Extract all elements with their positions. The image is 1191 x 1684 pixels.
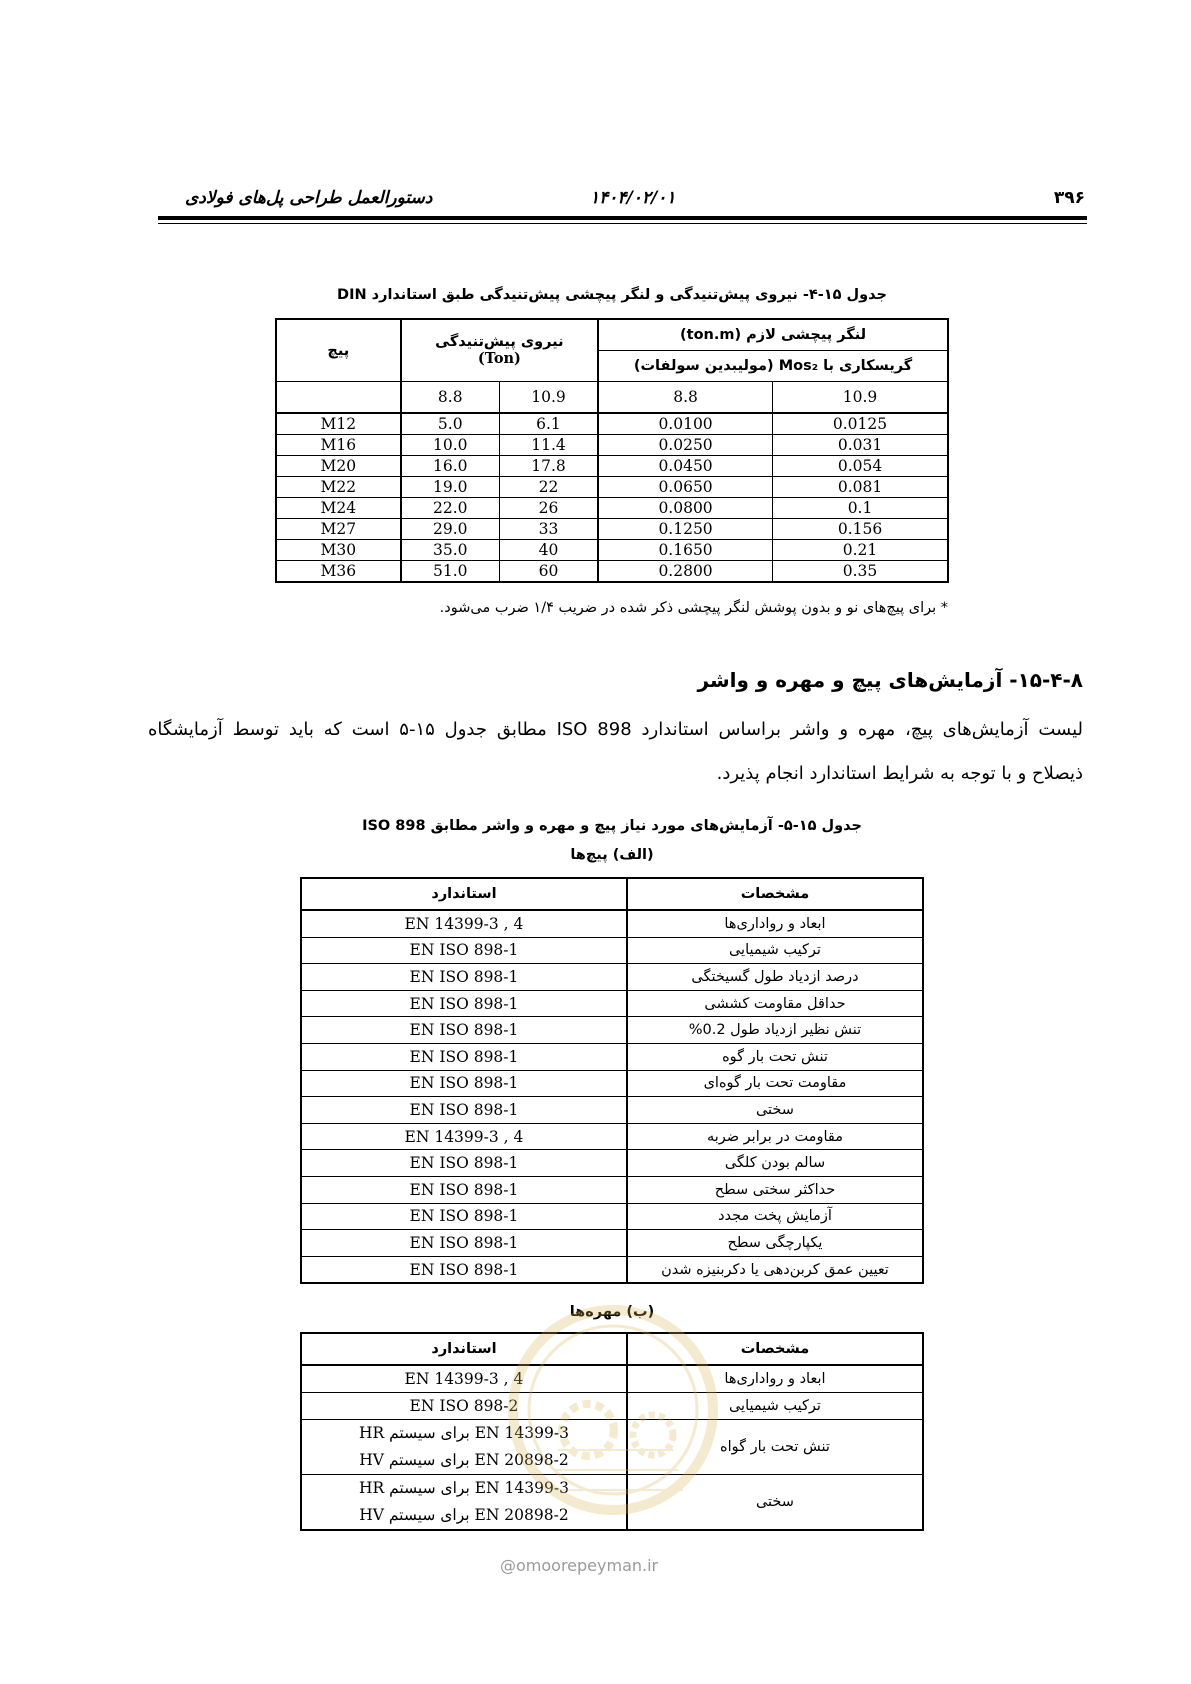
- spec-cell: تنش تحت بار گواه: [627, 1420, 923, 1475]
- torque-109: 0.054: [773, 456, 948, 477]
- torque-109: 0.21: [773, 540, 948, 561]
- standard-cell: EN ISO 898-1: [301, 1070, 627, 1097]
- grade-109-preload: 10.9: [499, 382, 598, 414]
- torque-109: 0.031: [773, 435, 948, 456]
- spec-cell: آزمایش پخت مجدد: [627, 1203, 923, 1230]
- standard-line: EN 20898-2 برای سیستم HV: [359, 1451, 569, 1469]
- bolt-size: M36: [276, 561, 401, 583]
- preload-109: 6.1: [499, 413, 598, 435]
- spec-cell: مقاومت تحت بار گوه‌ای: [627, 1070, 923, 1097]
- table-row: [276, 540, 948, 561]
- preload-88: 5.0: [401, 413, 500, 435]
- spec-cell: ابعاد و رواداری‌ها: [627, 1365, 923, 1393]
- table-row: [301, 1230, 923, 1257]
- spec-cell: حداقل مقاومت کششی: [627, 990, 923, 1017]
- standard-cell: EN ISO 898-1: [301, 964, 627, 991]
- standard-header: استاندارد: [301, 1333, 627, 1365]
- standard-cell: EN ISO 898-1: [301, 1150, 627, 1177]
- standard-cell: EN 14399-3 , 4: [301, 1123, 627, 1150]
- table-row: [301, 1256, 923, 1283]
- torque-109: 0.156: [773, 519, 948, 540]
- standard-cell: EN ISO 898-1: [301, 937, 627, 964]
- page-number: ۳۹۶: [1053, 188, 1085, 208]
- spec-header: مشخصات: [627, 1333, 923, 1365]
- table-row: [301, 1070, 923, 1097]
- standard-cell: EN ISO 898-1: [301, 1043, 627, 1070]
- table-row: [276, 413, 948, 435]
- preload-88: 10.0: [401, 435, 500, 456]
- header-date: ۱۴۰۴/۰۲/۰۱: [590, 188, 676, 208]
- bolt-size: M16: [276, 435, 401, 456]
- section-paragraph: [148, 708, 1083, 796]
- preload-88: 22.0: [401, 498, 500, 519]
- bolt-size: M24: [276, 498, 401, 519]
- preload-torque-table: [275, 318, 949, 583]
- preload-88: 16.0: [401, 456, 500, 477]
- preload-unit: (Ton): [477, 350, 521, 367]
- standard-line: EN 14399-3 برای سیستم HR: [358, 1479, 569, 1497]
- standard-cell: EN ISO 898-1: [301, 1097, 627, 1124]
- standard-header: استاندارد: [301, 878, 627, 910]
- standard-line: EN 14399-3 برای سیستم HR: [358, 1424, 569, 1442]
- book-title: دستورالعمل طراحی پل‌های فولادی: [185, 188, 433, 208]
- table3-subcaption: (ب) مهره‌ها: [569, 1304, 655, 1320]
- table-row: [301, 964, 923, 991]
- header-rule-thin: [158, 223, 1087, 224]
- table-row: [301, 910, 923, 937]
- table-row: [301, 990, 923, 1017]
- torque-88: 0.1250: [598, 519, 772, 540]
- preload-88: 29.0: [401, 519, 500, 540]
- table-row: [276, 456, 948, 477]
- bolt-size: M22: [276, 477, 401, 498]
- table-row: [276, 561, 948, 583]
- torque-88: 0.0650: [598, 477, 772, 498]
- torque-109: 0.35: [773, 561, 948, 583]
- spec-cell: تنش تحت بار گوه: [627, 1043, 923, 1070]
- table-row: [301, 1043, 923, 1070]
- spec-cell: تنش نظیر ازدیاد طول 0.2%: [627, 1017, 923, 1044]
- preload-header-cell: [401, 319, 598, 382]
- table-row: [301, 1097, 923, 1124]
- standard-cell: EN 14399-3 , 4: [301, 1365, 627, 1393]
- spec-cell: سختی: [627, 1097, 923, 1124]
- grade-88-torque: 8.8: [598, 382, 772, 414]
- torque-109: 0.0125: [773, 413, 948, 435]
- standard-cell: EN ISO 898-1: [301, 990, 627, 1017]
- standard-cell: EN 14399-3 , 4: [301, 910, 627, 937]
- table-row: [301, 1150, 923, 1177]
- page-header: [160, 188, 1085, 212]
- spec-cell: ابعاد و رواداری‌ها: [627, 910, 923, 937]
- bolt-header: پیچ: [276, 319, 401, 382]
- grade-88-preload: 8.8: [401, 382, 500, 414]
- torque-109: 0.081: [773, 477, 948, 498]
- bolt-tests-table: [300, 877, 924, 1284]
- preload-109: 17.8: [499, 456, 598, 477]
- torque-header: لنگر پیچشی لازم (ton.m): [598, 319, 948, 351]
- bolt-size: M12: [276, 413, 401, 435]
- spec-cell: یکپارچگی سطح: [627, 1230, 923, 1257]
- table-row: [301, 1203, 923, 1230]
- standard-cell: EN ISO 898-1: [301, 1017, 627, 1044]
- watermark-logo: [493, 1300, 733, 1530]
- table-row: [301, 937, 923, 964]
- table-row: [301, 1017, 923, 1044]
- table1-caption: جدول ۱۵-۴- نیروی پیش‌تنیدگی و لنگر پیچشی پیش‌تنیدگی طبق استاندارد DIN: [337, 287, 887, 303]
- standard-cell: EN ISO 898-2: [301, 1393, 627, 1420]
- torque-subheader: گریسکاری با Mos₂ (مولیبدین سولفات): [598, 351, 948, 382]
- preload-109: 33: [499, 519, 598, 540]
- preload-109: 40: [499, 540, 598, 561]
- standard-cell: EN ISO 898-1: [301, 1230, 627, 1257]
- bolt-size: M27: [276, 519, 401, 540]
- preload-88: 19.0: [401, 477, 500, 498]
- torque-88: 0.0100: [598, 413, 772, 435]
- table-row: [276, 477, 948, 498]
- grade-blank-cell: [276, 382, 401, 414]
- spec-cell: حداکثر سختی سطح: [627, 1176, 923, 1203]
- spec-cell: سختی: [627, 1475, 923, 1531]
- standard-cell: EN ISO 898-1: [301, 1176, 627, 1203]
- paragraph-line-1: لیست آزمایش‌های پیچ، مهره و واشر براساس استاندارد ISO 898 مطابق جدول ۱۵-۵ است که باید توسط آزمایشگاه: [148, 719, 1083, 740]
- grade-109-torque: 10.9: [773, 382, 948, 414]
- table1-note: * برای پیچ‌های نو و بدون پوشش لنگر پیچشی ذکر شده در ضریب ۱/۴ ضرب می‌شود.: [439, 600, 948, 616]
- standard-cell: EN ISO 898-1: [301, 1203, 627, 1230]
- section-heading: ۱۵-۴-۸- آزمایش‌های پیچ و مهره و واشر: [697, 668, 1083, 692]
- header-rule-thick: [158, 216, 1087, 220]
- watermark-site: @omoorepeyman.ir: [500, 1556, 659, 1575]
- table-row: [276, 519, 948, 540]
- torque-88: 0.2800: [598, 561, 772, 583]
- table-row: [301, 1123, 923, 1150]
- bolt-size: M20: [276, 456, 401, 477]
- spec-cell: ترکیب شیمیایی: [627, 937, 923, 964]
- spec-cell: مقاومت در برابر ضربه: [627, 1123, 923, 1150]
- torque-88: 0.0250: [598, 435, 772, 456]
- spec-cell: درصد ازدیاد طول گسیختگی: [627, 964, 923, 991]
- preload-109: 26: [499, 498, 598, 519]
- table-row: [301, 1176, 923, 1203]
- torque-88: 0.0450: [598, 456, 772, 477]
- table-row: [276, 435, 948, 456]
- spec-header: مشخصات: [627, 878, 923, 910]
- table-row: [276, 498, 948, 519]
- bolt-size: M30: [276, 540, 401, 561]
- spec-cell: تعیین عمق کربن‌دهی یا دکربنیزه شدن: [627, 1256, 923, 1283]
- spec-cell: سالم بودن کلگی: [627, 1150, 923, 1177]
- preload-88: 51.0: [401, 561, 500, 583]
- torque-88: 0.0800: [598, 498, 772, 519]
- preload-88: 35.0: [401, 540, 500, 561]
- standard-cell: EN ISO 898-1: [301, 1256, 627, 1283]
- torque-88: 0.1650: [598, 540, 772, 561]
- table2-caption: جدول ۱۵-۵- آزمایش‌های مورد نیاز پیچ و مهره و واشر مطابق ISO 898: [362, 818, 862, 834]
- paragraph-line-2: ذیصلاح و با توجه به شرایط استاندارد انجام پذیرد.: [716, 763, 1083, 784]
- torque-109: 0.1: [773, 498, 948, 519]
- preload-109: 11.4: [499, 435, 598, 456]
- spec-cell: ترکیب شیمیایی: [627, 1393, 923, 1420]
- preload-header: نیروی پیش‌تنیدگی: [435, 334, 564, 350]
- preload-109: 60: [499, 561, 598, 583]
- standard-line: EN 20898-2 برای سیستم HV: [359, 1506, 569, 1524]
- preload-109: 22: [499, 477, 598, 498]
- table2-subcaption: (الف) پیچ‌ها: [570, 847, 654, 863]
